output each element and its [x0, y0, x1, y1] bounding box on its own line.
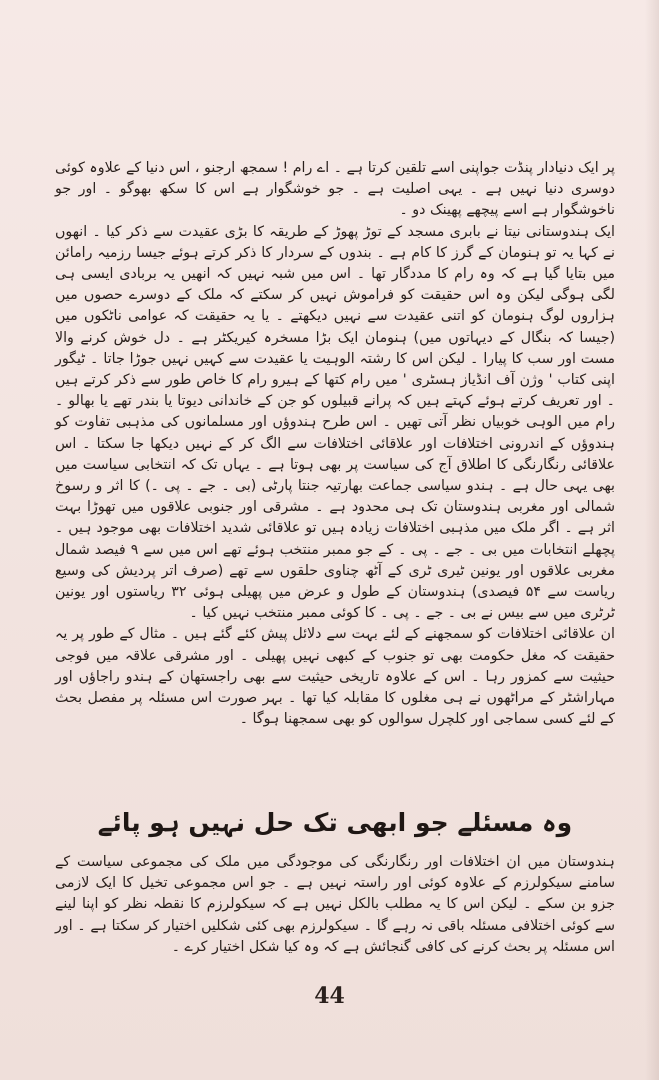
paragraph: ایک ہندوستانی نیتا نے بابری مسجد کے توڑ پھوڑ کے طریقہ کا بڑی عقیدت سے ذکر کیا ۔ انھوں نے کہا یہ تو ہنومان کے گرز کا کام ہے ۔ بندوں کے سردار کا ذکر کرتے ہوئے جیسا رزمیہ رامائن میں بتایا گیا ہے کہ وہ رام کا مددگار تھا ۔ اس میں شبہ نہیں کہ انھیں یہ بربادی ایسی ہی لگی ہوگی لیکن وہ اس حقیقت کو فراموش نہیں کر سکتے کہ ملک کے دوسرے حصوں میں ہزاروں لوگ ہنومان کو اتنی عقیدت سے نہیں دیکھتے ۔ یا یہ حقیقت کہ عوامی ناٹکوں میں (جیسا کہ بنگال کے دیہاتوں میں) ہنومان ایک بڑا مسخرہ کیریکٹر ہے ۔ دل خوش کرنے والا مست اور سب کا پیارا ۔ لیکن اس کا رشتہ الوہیت یا عقیدت سے کہیں نہیں جوڑا جاتا ۔ ٹیگور اپنی کتاب ' وژن آف انڈیاز ہسٹری ' میں رام کتھا کے ہیرو رام کا خاص طور سے ذکر کرتے ہیں ۔ اور تعریف کرتے ہوئے کہتے ہیں کہ پرانے قبیلوں کو جن کے خاندانی دیوتا یا بندر تھے یا بھالو ۔ رام میں الوہی خوبیاں نظر آتی تھیں ۔ اس طرح ہندوؤں اور مسلمانوں کی مذہبی تفاوت کو ہندوؤں کے اندرونی اختلافات اور علاقائی اختلافات سے الگ کر کے نہیں دیکھا جا سکتا ۔ اس علاقائی رنگارنگی کا اطلاق آج کی سیاست پر بھی ہوتا ہے ۔ یہاں تک کہ انتخابی سیاست میں بھی یہی حال ہے ۔ ہندو سیاسی جماعت بھارتیہ جنتا پارٹی (بی ۔ جے ۔ پی ۔) کا اثر و رسوخ شمالی اور مغربی ہندوستان تک ہی محدود ہے ۔ مشرقی اور جنوبی علاقوں میں تھوڑا بہت اثر ہے ۔ اگر ملک میں مذہبی اختلافات زیادہ ہیں تو علاقائی شدید اختلافات بھی موجود ہیں ۔ پچھلے انتخابات میں بی ۔ جے ۔ پی ۔ کے جو ممبر منتخب ہوئے تھے اس میں سے ۹ فیصد شمال مغربی علاقوں اور یونین ٹیری ٹری کے آٹھ چناوی حلقوں سے تھے (صرف اتر پردیش کی وسیع ریاست سے ۵۴ فیصدی) ہندوستان کے طول و عرض میں پھیلی ہوئی ۳۲ ریاستوں اور یونین ٹرٹری میں سے بیس نے بی ۔ جے ۔ پی ۔ کا کوئی ممبر منتخب نہیں کیا ۔ [55, 223, 615, 622]
body-text-bottom [55, 852, 615, 958]
paragraph: ان علاقائی اختلافات کو سمجھنے کے لئے بہت سے دلائل پیش کئے گئے ہیں ۔ مثال کے طور پر یہ حقیقت کہ مغل حکومت بھی تو جنوب کے کبھی نہیں پھیلی ۔ اور مشرقی علاقہ میں فوجی حیثیت سے کمزور رہا ۔ اس کے علاوہ تاریخی حیثیت سے بھی راجستھان کے ہندو راجاؤں اور مہاراشٹر کے مراٹھوں نے ہی مغلوں کا مقابلہ کیا تھا ۔ بہر صورت اس مسئلہ پر مفصل بحث کے لئے کسی سماجی اور کلچرل سوالوں کو بھی سمجھنا ہوگا ۔ [55, 626, 615, 728]
paragraph: ہندوستان میں ان اختلافات اور رنگارنگی کی موجودگی میں ملک کی مجموعی سیاست کے سامنے سیکولرزم کے علاوہ کوئی اور راستہ نہیں ہے ۔ جو اس مجموعی تخیل کا ایک لازمی جزو بن سکے ۔ لیکن اس کا یہ مطلب بالکل نہیں ہے کہ سیکولرزم کا نقطہ نظر کو اپنا لینے سے کوئی اختلافی مسئلہ باقی نہ رہے گا ۔ سیکولرزم بھی کئی شکلیں اختیار کر سکتا ہے ۔ اور اس مسئلہ پر بحث کرنے کی کافی گنجائش ہے کہ وہ کیا شکل اختیار کرے ۔ [55, 854, 615, 955]
section-heading: وہ مسئلے جو ابھی تک حل نہیں ہو پائے [97, 808, 573, 837]
paragraph: پر ایک دنیادار پنڈت جواپنی اسے تلقین کرتا ہے ۔ اے رام ! سمجھ ارجنو ، اس دنیا کے علاوہ کوئی دوسری دنیا نہیں ہے ۔ یہی اصلیت ہے ۔ جو خوشگوار ہے اس کا سکھ بھوگو ۔ اور جو ناخوشگوار ہے اسے پیچھے پھینک دو ۔ [55, 160, 615, 219]
body-text-top [55, 158, 615, 730]
page-number: 44 [314, 983, 345, 1009]
